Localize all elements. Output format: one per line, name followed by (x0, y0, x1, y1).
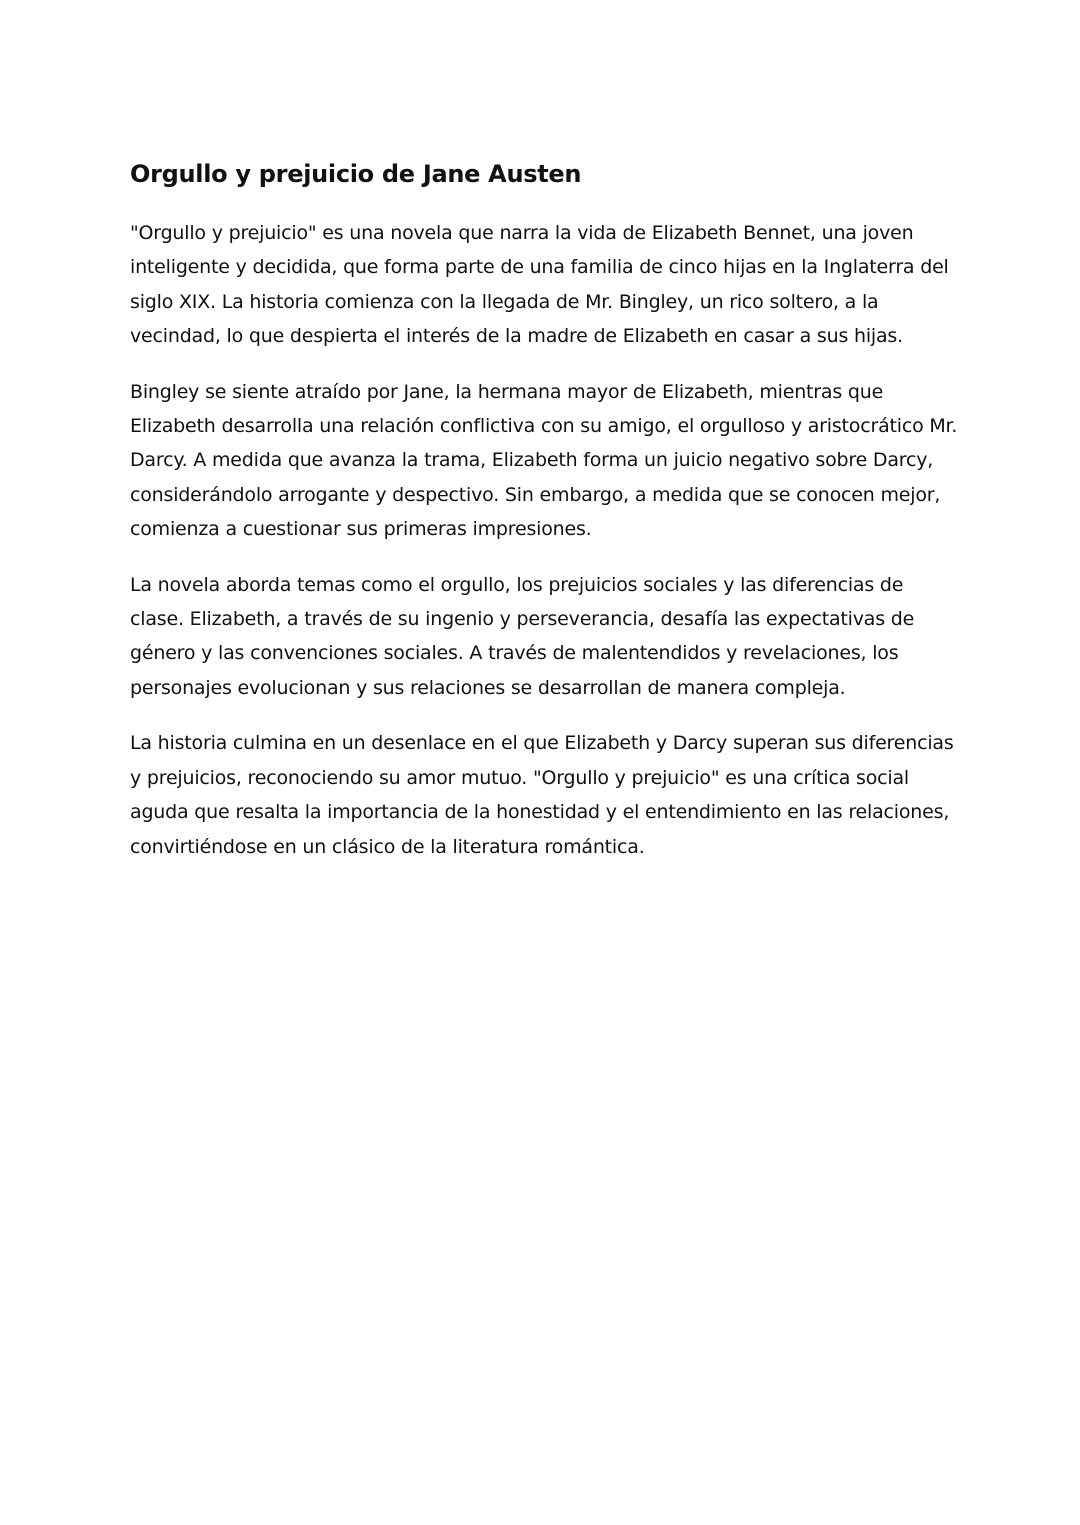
document-title: Orgullo y prejuicio de Jane Austen (130, 160, 582, 188)
paragraph-4: La historia culmina en un desenlace en el que Elizabeth y Darcy superan sus diferencias y prejuicios, reconociendo su amor mutuo. "Orgullo y prejuicio" es una crítica social aguda que resalta la importancia de la honestidad y el entendimiento en las relaciones, convirtiéndose en un clásico de la literatura romántica. (130, 732, 954, 858)
document-body (130, 154, 960, 885)
paragraph-2: Bingley se siente atraído por Jane, la hermana mayor de Elizabeth, mientras que Elizabeth desarrolla una relación conflictiva con su amigo, el orgulloso y aristocrático Mr. Darcy. A medida que avanza la trama, Elizabeth forma un juicio negativo sobre Darcy, considerándolo arrogante y despectivo. Sin embargo, a medida que se conocen mejor, comienza a cuestionar sus primeras impresiones. (130, 380, 958, 541)
paragraph-1: "Orgullo y prejuicio" es una novela que narra la vida de Elizabeth Bennet, una joven inteligente y decidida, que forma parte de una familia de cinco hijas en la Inglaterra del siglo XIX. La historia comienza con la llegada de Mr. Bingley, un rico soltero, a la vecindad, lo que despierta el interés de la madre de Elizabeth en casar a sus hijas. (130, 222, 949, 348)
paragraph-3: La novela aborda temas como el orgullo, los prejuicios sociales y las diferencias de clase. Elizabeth, a través de su ingenio y perseverancia, desafía las expectativas de género y las convenciones sociales. A través de malentendidos y revelaciones, los personajes evolucionan y sus relaciones se desarrollan de manera compleja. (130, 573, 915, 699)
